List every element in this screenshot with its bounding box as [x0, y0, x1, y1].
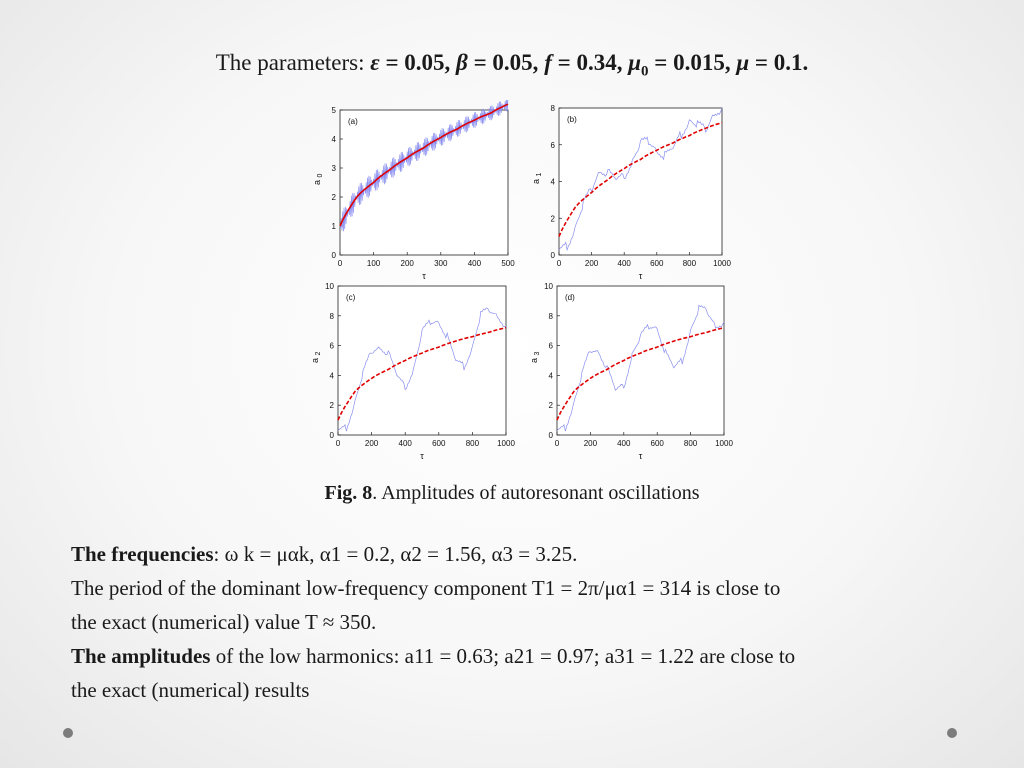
panel-d-ylabel: a [529, 357, 539, 364]
panel-b-y-tick-label: 4 [550, 177, 555, 187]
panel-b-ylabel-subscript: 1 [536, 172, 543, 177]
param-epsilon-value: = 0.05, [379, 50, 457, 75]
panel-c-y-tick-label: 0 [329, 431, 334, 440]
param-mu-value: = 0.1. [749, 50, 809, 75]
caption-text: . Amplitudes of autoresonant oscillations [372, 482, 700, 504]
nav-dot-right [947, 728, 957, 738]
panel-c-x-tick-label: 400 [398, 439, 412, 448]
panel-d-y-tick-label: 6 [548, 341, 553, 351]
panel-b-x-tick-label: 600 [650, 259, 664, 268]
panel-a-x-tick-label: 0 [337, 259, 343, 268]
param-epsilon-symbol: ε [370, 50, 380, 75]
panel-d-y-tick-label: 10 [544, 282, 553, 291]
panel-d-xlabel: τ [638, 451, 643, 461]
panel-a-y-tick-label: 1 [331, 222, 336, 231]
panel-d-y-tick-label: 2 [548, 401, 553, 411]
panel-d-x-tick-label: 800 [683, 439, 698, 448]
frequencies-label: The frequencies [71, 542, 214, 566]
caption-fig-label: Fig. 8 [324, 482, 373, 504]
amplitudes-text: of the low harmonics: a11 = 0.63; a21 = 0.97; a31 = 1.22 are close to [210, 644, 796, 668]
panel-b-y-tick-label: 8 [550, 104, 555, 113]
title-prefix: The parameters: [215, 50, 371, 75]
panel-c-xlabel: τ [420, 451, 424, 461]
frequencies-line [71, 538, 971, 572]
panel-b-x-tick-label: 800 [682, 259, 697, 268]
panel-a-y-tick-label: 4 [331, 135, 336, 144]
period-line-2: the exact (numerical) value T ≈ 350. [71, 610, 377, 634]
param-mu-symbol: μ [736, 50, 750, 75]
panel-a-x-tick-label: 200 [400, 259, 414, 268]
panel-d-y-tick-label: 8 [548, 311, 553, 321]
param-mu0-value: = 0.015, [648, 50, 737, 75]
body-text [71, 538, 971, 708]
panel-b-frame [559, 108, 722, 255]
panel-d-x-tick-label: 200 [583, 439, 598, 448]
panel-b-x-tick-label: 200 [584, 259, 599, 268]
panel-b-y-tick-label: 2 [550, 214, 555, 224]
panel-c-y-tick-label: 8 [329, 311, 334, 321]
panel-b-x-tick-label: 0 [556, 259, 562, 268]
panel-d-x-tick-label: 600 [650, 439, 664, 448]
panel-a-xlabel: τ [422, 271, 426, 281]
panel-b-x-tick-label: 1000 [713, 259, 731, 268]
panel-c-y-tick-label: 6 [329, 341, 334, 351]
panel-d-ylabel-subscript: 3 [534, 351, 541, 356]
period-line-1: The period of the dominant low-frequency component T1 = 2π/μα1 = 314 is close to [71, 576, 781, 600]
panel-d-x-tick-label: 400 [617, 439, 631, 448]
param-beta-symbol: β [456, 50, 468, 75]
panel-b-xlabel: τ [638, 271, 643, 281]
panel-c-x-tick-label: 1000 [497, 439, 515, 448]
amplitudes-label: The amplitudes [71, 644, 211, 668]
panel-a-y-tick-label: 5 [331, 106, 336, 115]
panel-c-frame [338, 286, 506, 435]
panel-a-ylabel-subscript: 0 [317, 173, 324, 178]
panel-a-x-tick-label: 100 [366, 259, 381, 268]
panel-c-ylabel: a [310, 357, 320, 364]
panel-a-ylabel: a [312, 179, 322, 186]
panel-d-frame [557, 286, 724, 435]
panel-b-panel-label: (b) [567, 115, 577, 124]
param-mu0-symbol: μ [628, 50, 642, 75]
param-f-symbol: f [544, 50, 552, 75]
panel-c-y-tick-label: 10 [325, 282, 334, 291]
panel-a-x-tick-label: 400 [467, 259, 482, 268]
charts-svg [300, 100, 740, 470]
panel-a-y-tick-label: 2 [331, 193, 336, 202]
figure-8-charts [300, 100, 740, 470]
frequencies-text: : ω k = μαk, α1 = 0.2, α2 = 1.56, α3 = 3.25. [213, 542, 578, 566]
panel-c-y-tick-label: 4 [329, 371, 334, 381]
panel-a-y-tick-label: 3 [331, 164, 336, 173]
nav-dot-left [63, 728, 73, 738]
panel-c-x-tick-label: 200 [364, 439, 379, 448]
panel-c-x-tick-label: 800 [465, 439, 480, 448]
panel-b-x-tick-label: 400 [617, 259, 631, 268]
panel-c-y-tick-label: 2 [329, 401, 334, 411]
amplitudes-line [71, 640, 971, 674]
panel-d-y-tick-label: 4 [548, 371, 553, 381]
panel-d-x-tick-label: 1000 [715, 439, 733, 448]
panel-a-x-tick-label: 300 [434, 259, 448, 268]
panel-c-ylabel-subscript: 2 [315, 351, 322, 356]
panel-a-y-tick-label: 0 [331, 251, 336, 260]
amplitudes-line-2: the exact (numerical) results [71, 678, 310, 702]
panel-d-x-tick-label: 0 [554, 439, 560, 448]
panel-c-x-tick-label: 600 [432, 439, 446, 448]
panel-c-panel-label: (c) [346, 293, 356, 302]
slide-title [0, 50, 1024, 81]
figure-caption [0, 482, 1024, 505]
panel-b-y-tick-label: 6 [550, 140, 555, 150]
panel-d-y-tick-label: 0 [548, 431, 553, 440]
panel-b-ylabel: a [531, 178, 541, 185]
panel-d-panel-label: (d) [565, 293, 575, 302]
param-f-value: = 0.34, [551, 50, 629, 75]
panel-c-x-tick-label: 0 [335, 439, 341, 448]
panel-a-panel-label: (a) [348, 117, 358, 126]
panel-a-frame [340, 110, 508, 255]
param-beta-value: = 0.05, [467, 50, 545, 75]
panel-a-x-tick-label: 500 [501, 259, 515, 268]
param-mu0-subscript: 0 [641, 63, 649, 80]
panel-b-y-tick-label: 0 [550, 251, 555, 260]
